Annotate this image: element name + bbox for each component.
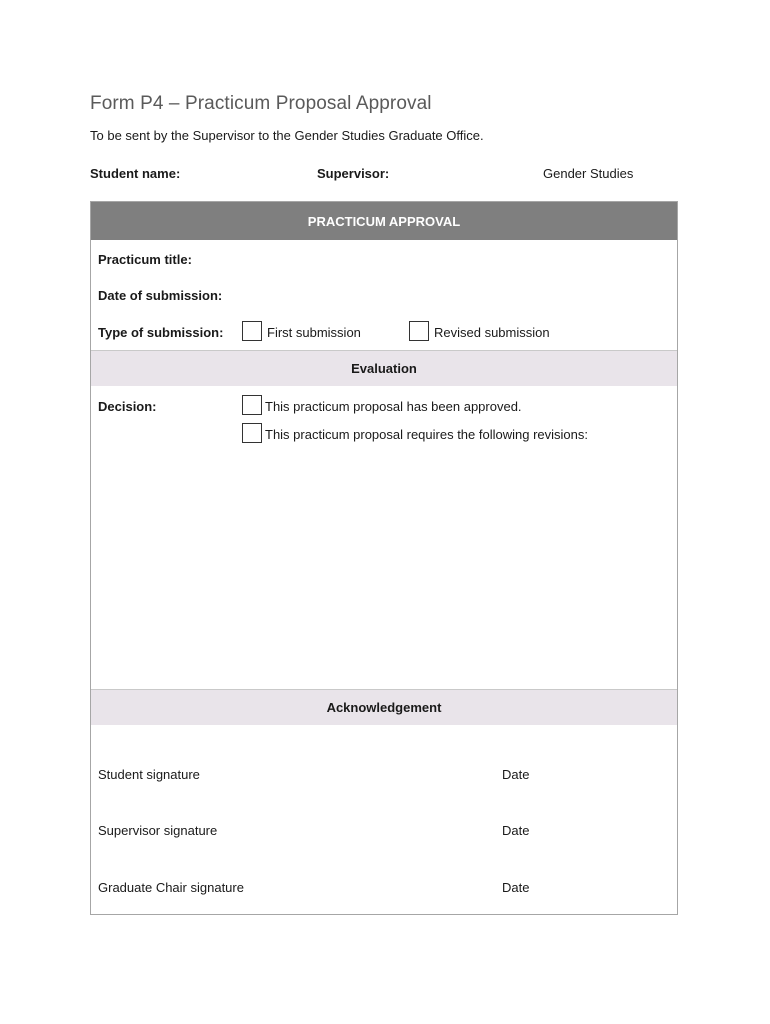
student-date-label: Date bbox=[502, 767, 530, 782]
revisions-checkbox[interactable] bbox=[242, 423, 262, 443]
approved-checkbox[interactable] bbox=[242, 395, 262, 415]
revisions-option-label: This practicum proposal requires the following revisions: bbox=[265, 427, 588, 442]
evaluation-heading: Evaluation bbox=[91, 350, 677, 386]
graduate-chair-signature-label: Graduate Chair signature bbox=[98, 880, 244, 895]
practicum-approval-banner: PRACTICUM APPROVAL bbox=[91, 202, 677, 240]
student-signature-label: Student signature bbox=[98, 767, 200, 782]
supervisor-signature-label: Supervisor signature bbox=[98, 823, 218, 838]
first-submission-checkbox[interactable] bbox=[242, 321, 262, 341]
type-of-submission-label: Type of submission: bbox=[98, 325, 224, 340]
decision-label: Decision: bbox=[98, 399, 157, 414]
department-name: Gender Studies bbox=[543, 166, 634, 181]
supervisor-date-label: Date bbox=[502, 823, 530, 838]
supervisor-label: Supervisor: bbox=[317, 166, 390, 181]
first-submission-label: First submission bbox=[267, 325, 361, 340]
graduate-chair-date-label: Date bbox=[502, 880, 530, 895]
approved-option-label: This practicum proposal has been approved. bbox=[265, 399, 522, 414]
revised-submission-label: Revised submission bbox=[434, 325, 550, 340]
practicum-title-label: Practicum title: bbox=[98, 252, 192, 267]
form-subtitle: To be sent by the Supervisor to the Gender Studies Graduate Office. bbox=[90, 128, 484, 143]
date-of-submission-label: Date of submission: bbox=[98, 288, 223, 303]
revised-submission-checkbox[interactable] bbox=[409, 321, 429, 341]
acknowledgement-heading: Acknowledgement bbox=[91, 689, 677, 725]
form-title: Form P4 – Practicum Proposal Approval bbox=[90, 93, 432, 114]
approval-form-box bbox=[90, 201, 678, 915]
student-name-label: Student name: bbox=[90, 166, 181, 181]
